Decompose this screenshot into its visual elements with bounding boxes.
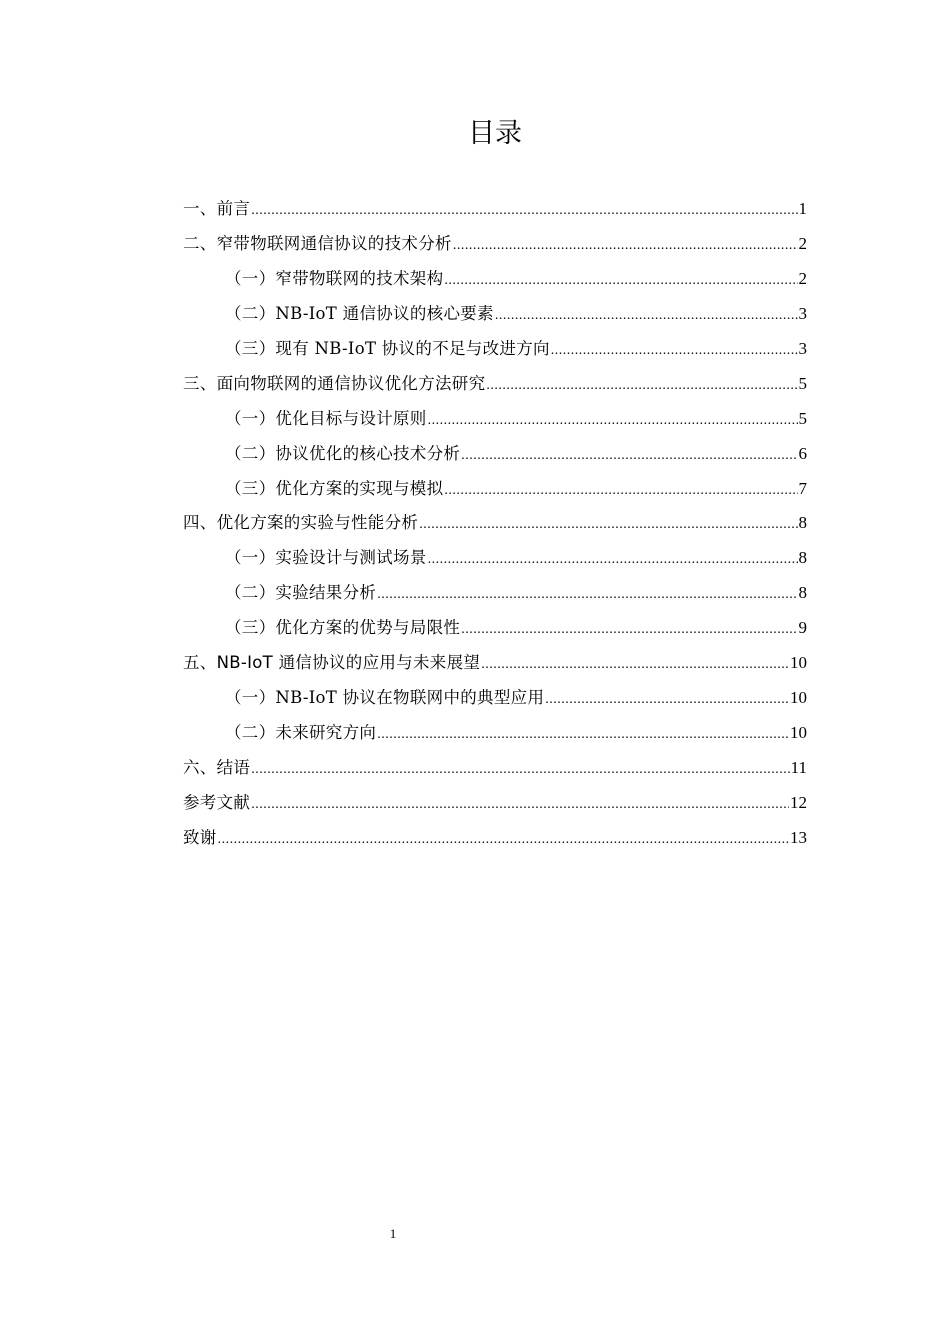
toc-entry-label: 一、前言 <box>183 199 251 218</box>
toc-entry-preface[interactable] <box>183 192 807 227</box>
page-title: 目录 <box>468 118 522 149</box>
toc-leader-dots <box>251 753 789 788</box>
toc-leader-dots <box>461 613 797 648</box>
toc-entry-page: 10 <box>790 723 807 743</box>
toc-entry-page: 12 <box>790 792 807 812</box>
toc-leader-dots <box>453 229 798 264</box>
toc-leader-dots <box>495 299 798 334</box>
toc-entry-page: 10 <box>790 688 807 708</box>
toc-entry-label: （一）NB-IoT 协议在物联网中的典型应用 <box>225 688 545 708</box>
toc-entry-references[interactable] <box>183 786 807 821</box>
toc-entry-section-5-2[interactable] <box>183 716 807 751</box>
toc-leader-dots <box>377 718 789 753</box>
toc-entry-page: 8 <box>798 583 807 603</box>
toc-entry-page: 3 <box>798 303 807 323</box>
toc-entry-chapter-3[interactable] <box>183 367 807 402</box>
toc-leader-dots <box>218 823 789 858</box>
toc-entry-chapter-4[interactable] <box>183 506 807 541</box>
table-of-contents <box>183 192 807 856</box>
toc-entry-section-4-1[interactable] <box>183 541 807 576</box>
toc-entry-chapter-2[interactable] <box>183 227 807 262</box>
toc-entry-section-3-3[interactable] <box>183 472 807 507</box>
toc-entry-label: （二）实验结果分析 <box>225 583 377 603</box>
toc-entry-page: 2 <box>798 268 807 288</box>
toc-entry-page: 8 <box>798 513 807 533</box>
toc-leader-dots <box>444 264 797 299</box>
toc-entry-page: 2 <box>798 233 807 253</box>
toc-leader-dots <box>551 334 798 369</box>
toc-entry-label: （二）协议优化的核心技术分析 <box>225 443 461 463</box>
toc-leader-dots <box>377 578 797 613</box>
toc-entry-chapter-6[interactable] <box>183 751 807 786</box>
toc-entry-label: 三、面向物联网的通信协议优化方法研究 <box>183 373 486 393</box>
toc-leader-dots <box>481 648 789 683</box>
footer-page-number: 1 <box>389 1226 397 1241</box>
toc-entry-label: （一）窄带物联网的技术架构 <box>225 268 444 288</box>
toc-entry-section-3-1[interactable] <box>183 402 807 437</box>
toc-entry-chapter-5[interactable] <box>183 646 807 681</box>
toc-entry-label: 四、优化方案的实验与性能分析 <box>183 513 419 533</box>
toc-entry-label: 五、NB-IoT 通信协议的应用与未来展望 <box>183 653 481 673</box>
toc-leader-dots <box>444 474 797 509</box>
toc-leader-dots <box>486 369 797 404</box>
toc-entry-label: （一）优化目标与设计原则 <box>225 408 427 428</box>
toc-entry-section-2-1[interactable] <box>183 262 807 297</box>
toc-entry-page: 11 <box>790 758 807 777</box>
toc-leader-dots <box>251 194 797 229</box>
toc-entry-acknowledgements[interactable] <box>183 821 807 856</box>
toc-entry-label: 致谢 <box>183 827 217 847</box>
toc-entry-section-4-3[interactable] <box>183 611 807 646</box>
toc-leader-dots <box>419 508 797 543</box>
toc-entry-label: （二）未来研究方向 <box>225 723 377 743</box>
toc-entry-section-4-2[interactable] <box>183 576 807 611</box>
toc-entry-label: （二）NB-IoT 通信协议的核心要素 <box>225 303 494 323</box>
toc-entry-label: （三）优化方案的实现与模拟 <box>225 478 444 498</box>
toc-entry-section-2-3[interactable] <box>183 332 807 367</box>
toc-entry-page: 7 <box>798 478 807 498</box>
toc-entry-page: 10 <box>790 653 807 673</box>
toc-entry-label: （一）实验设计与测试场景 <box>225 548 427 568</box>
toc-entry-label: 参考文献 <box>183 792 251 812</box>
toc-leader-dots <box>545 683 789 718</box>
toc-entry-page: 3 <box>798 338 807 358</box>
toc-entry-page: 5 <box>798 373 807 393</box>
toc-leader-dots <box>428 543 798 578</box>
toc-entry-section-2-2[interactable] <box>183 297 807 332</box>
toc-entry-section-5-1[interactable] <box>183 681 807 716</box>
toc-entry-page: 8 <box>798 548 807 568</box>
toc-entry-page: 9 <box>798 618 807 638</box>
toc-entry-page: 1 <box>798 199 807 218</box>
toc-leader-dots <box>428 404 798 439</box>
toc-entry-page: 6 <box>798 443 807 463</box>
toc-entry-label: （三）现有 NB-IoT 协议的不足与改进方向 <box>225 338 550 358</box>
toc-leader-dots <box>251 788 789 823</box>
toc-entry-label: （三）优化方案的优势与局限性 <box>225 618 461 638</box>
toc-entry-label: 六、结语 <box>183 758 251 777</box>
toc-entry-section-3-2[interactable] <box>183 437 807 472</box>
toc-entry-page: 13 <box>790 827 807 847</box>
toc-entry-page: 5 <box>798 408 807 428</box>
toc-entry-label: 二、窄带物联网通信协议的技术分析 <box>183 233 452 253</box>
toc-leader-dots <box>461 439 797 474</box>
